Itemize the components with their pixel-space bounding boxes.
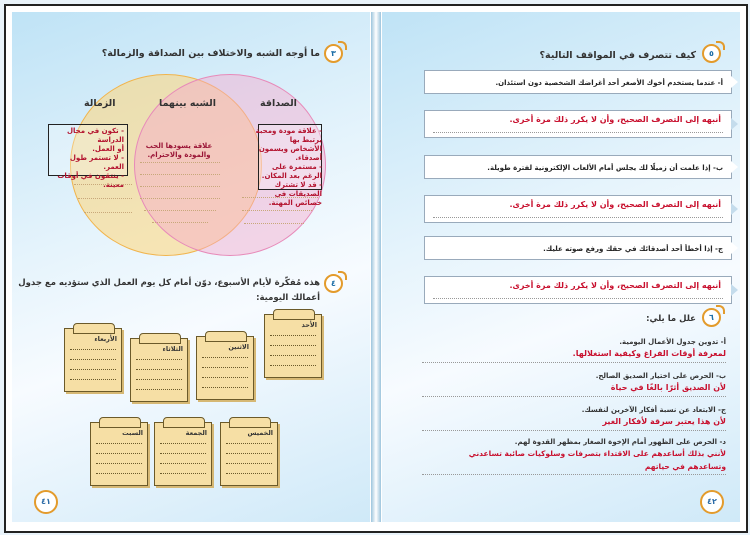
question-4-number: ٤ [324, 274, 343, 293]
dotted-line [242, 197, 318, 198]
note-line [136, 369, 182, 370]
question-4-title-line2: أعمالك اليومية: [256, 293, 320, 303]
question-6-title: علل ما يلي: [646, 314, 696, 324]
note-tab [205, 331, 247, 342]
note-line [226, 453, 272, 454]
planner-note-wednesday [64, 328, 122, 392]
question-3-number: ٣ [324, 44, 343, 63]
dotted-line [152, 222, 208, 223]
planner-note-friday [154, 422, 212, 486]
dotted-line [140, 186, 220, 187]
day-label: الاثنين [228, 343, 249, 351]
dotted-line [140, 174, 220, 175]
note-tab [99, 417, 141, 428]
note-line [202, 357, 248, 358]
question-3-title: ما أوجه الشبه والاختلاف بين الصداقة والزمالة؟ [101, 48, 320, 59]
scenario-b-answer-box [424, 195, 732, 223]
dotted-line [74, 184, 132, 185]
note-tab [139, 333, 181, 344]
day-label: الأحد [301, 321, 317, 329]
day-label: الخميس [247, 429, 273, 437]
reason-c-question: ج- الابتعاد عن نسبة أفكار الآخرين لنفسك. [581, 406, 726, 414]
dotted-line [422, 396, 726, 397]
note-line [70, 359, 116, 360]
note-line [70, 369, 116, 370]
reason-a-answer: لمعرفة أوقات الفراغ وكيفية استغلالها. [572, 349, 726, 358]
reason-d-question: د- الحرص على الظهور أمام الإخوة الصغار بمظهر القدوة لهم. [514, 438, 726, 446]
note-line [202, 377, 248, 378]
dotted-line [433, 298, 723, 299]
question-6-number: ٦ [702, 308, 721, 327]
note-line [270, 365, 316, 366]
note-line [160, 473, 206, 474]
planner-note-monday [196, 336, 254, 400]
scenario-a-answer: أنبهه إلى التصرف الصحيح، وأن لا يكرر ذلك مرة أخرى. [509, 115, 721, 124]
note-line [160, 463, 206, 464]
note-line [270, 355, 316, 356]
note-tab [229, 417, 271, 428]
note-line [96, 443, 142, 444]
day-label: الأربعاء [94, 335, 117, 343]
planner-note-saturday [90, 422, 148, 486]
dotted-line [140, 162, 220, 163]
planner-note-sunday [264, 314, 322, 378]
note-line [270, 345, 316, 346]
dotted-line [242, 210, 312, 211]
planner-note-thursday [220, 422, 278, 486]
note-line [160, 443, 206, 444]
dotted-line [140, 198, 220, 199]
dotted-line [244, 223, 304, 224]
reason-d-answer: لأنني بذلك أساعدهم على الاقتداء بتصرفات وسلوكيات صائبة تساعدني [468, 449, 726, 458]
question-4-title-line1: هذه مُفكّرة لأيام الأسبوع، دوّن أمام كل يوم العمل الذي ستؤديه مع جدول [18, 278, 320, 288]
scenario-a: أ- عندما يستخدم أخوك الأصغر أحد أغراضك الشخصية دون استئذان. [424, 70, 732, 94]
scenario-c-answer-box [424, 276, 732, 304]
day-label: الجمعة [185, 429, 207, 437]
venn-label-similarity: الشبه بينهما [159, 98, 216, 109]
page-number-42: ٤٢ [700, 490, 724, 514]
colleagueship-answer: - تكون في مجال الدراسة أو العمل. - لا تستمر طول العمر. - ينتقون في أوقات معينة. [57, 127, 124, 189]
book-spine [371, 12, 381, 522]
note-line [70, 349, 116, 350]
friendship-answer: - علاقة مودة ومحبة يرتبط بها الأشخاص ويسمون أصدقاء. - مستمرة على الرغم بعد المكان. - قد لا تشترك الصديقات في خصائص المهنة. [255, 127, 322, 207]
left-page [12, 12, 370, 522]
note-line [96, 473, 142, 474]
note-line [136, 389, 182, 390]
dotted-line [422, 362, 726, 363]
dotted-line [144, 210, 216, 211]
note-line [226, 443, 272, 444]
reason-b-answer: لأن الصديق أثرًا بالغًا في حياة [610, 383, 726, 392]
venn-label-friendship: الصداقة [260, 98, 297, 109]
dotted-line [433, 217, 723, 218]
note-tab [273, 309, 315, 320]
scenario-c-answer: أنبهه إلى التصرف الصحيح، وأن لا يكرر ذلك مرة أخرى. [509, 281, 721, 290]
reason-c-answer: لأن هذا يعتبر سرقة لأفكار الغير [602, 417, 726, 426]
note-line [202, 387, 248, 388]
planner-note-tuesday [130, 338, 188, 402]
dotted-line [84, 212, 132, 213]
dotted-line [78, 198, 132, 199]
book-spread [4, 4, 748, 533]
note-line [202, 367, 248, 368]
scenario-b-answer: أنبهه إلى التصرف الصحيح، وأن لا يكرر ذلك مرة أخرى. [509, 200, 721, 209]
note-line [270, 335, 316, 336]
note-line [96, 463, 142, 464]
reason-a-question: أ- تدوين جدول الأعمال اليومية. [619, 338, 726, 346]
note-line [226, 473, 272, 474]
question-5-number: ٥ [702, 44, 721, 63]
note-line [136, 359, 182, 360]
reason-b-question: ب- الحرص على اختيار الصديق الصالح. [595, 372, 726, 380]
dotted-line [422, 474, 726, 475]
page-number-41: ٤١ [34, 490, 58, 514]
day-label: السبت [122, 429, 143, 437]
similarity-answer: علاقة يسودها الحب والمودة والاحترام. [145, 142, 213, 159]
note-tab [163, 417, 205, 428]
scenario-b: ب- إذا علمت أن زميلًا لك يجلس أمام الألعاب الإلكترونية لفترة طويلة. [424, 155, 732, 179]
note-line [160, 453, 206, 454]
reason-d-answer-cont: وتساعدهم في حياتهم [644, 462, 726, 471]
right-page [382, 12, 740, 522]
dotted-line [422, 430, 726, 431]
scenario-a-answer-box [424, 110, 732, 138]
note-line [226, 463, 272, 464]
venn-label-colleagueship: الزمالة [84, 98, 116, 109]
dotted-line [433, 132, 723, 133]
note-line [96, 453, 142, 454]
day-label: الثلاثاء [162, 345, 183, 353]
note-line [70, 379, 116, 380]
note-tab [73, 323, 115, 334]
note-line [136, 379, 182, 380]
scenario-c: ج- إذا أخطأ أحد أصدقائك في حقك ورفع صوته عليك. [424, 236, 732, 260]
question-5-title: كيف تتصرف في المواقف التالية؟ [539, 50, 696, 61]
